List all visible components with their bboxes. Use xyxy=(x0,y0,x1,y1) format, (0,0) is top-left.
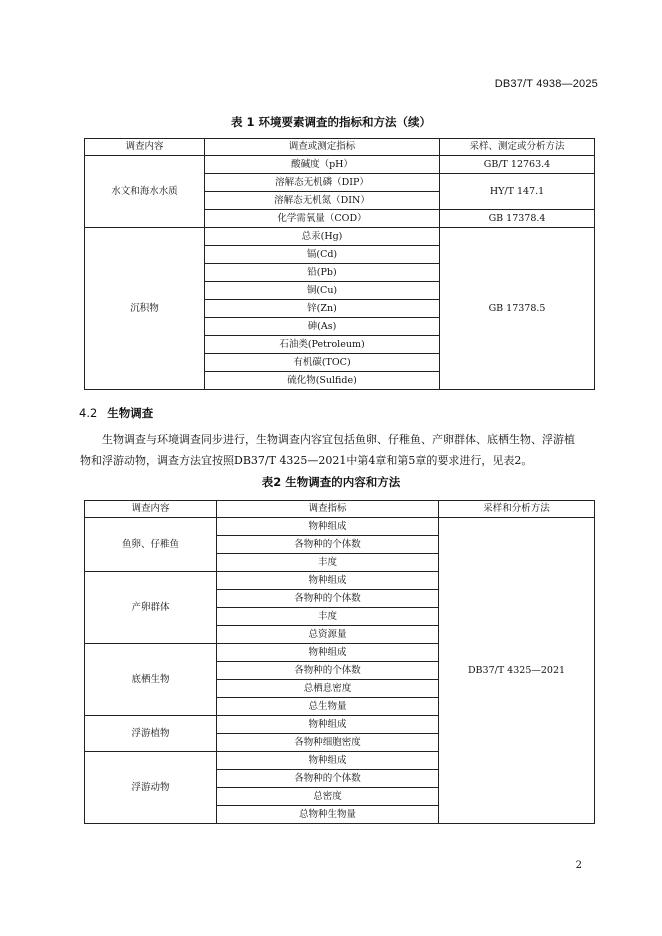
table1-method-cell: GB 17378.5 xyxy=(440,228,595,390)
standard-code: DB37/T 4938—2025 xyxy=(494,78,598,90)
table2-indicator-cell: 丰度 xyxy=(217,554,439,572)
table2-indicator-cell: 各物种的个体数 xyxy=(217,590,439,608)
table1-indicator-cell: 砷(As) xyxy=(205,318,440,336)
table2-content-cell: 浮游动物 xyxy=(85,752,217,824)
table1-caption: 表 1 环境要素调查的指标和方法（续） xyxy=(230,115,431,129)
section-title: 生物调查 xyxy=(107,406,154,420)
table1-method-cell: GB 17378.4 xyxy=(440,210,595,228)
table1-indicator-cell: 化学需氧量（COD） xyxy=(205,210,440,228)
table2-indicator-cell: 总密度 xyxy=(217,788,439,806)
section-heading xyxy=(79,405,153,421)
table2-indicator-cell: 总栖息密度 xyxy=(217,680,439,698)
table1-indicator-cell: 有机碳(TOC) xyxy=(205,354,440,372)
table1-indicator-cell: 铜(Cu) xyxy=(205,282,440,300)
table2-content-cell: 浮游植物 xyxy=(85,716,217,752)
table1-method-cell: GB/T 12763.4 xyxy=(440,156,595,174)
table2-indicator-cell: 各物种的个体数 xyxy=(217,536,439,554)
table2-indicator-cell: 物种组成 xyxy=(217,752,439,770)
table2-indicator-cell: 物种组成 xyxy=(217,644,439,662)
table1-header-row xyxy=(85,139,595,156)
section-number: 4.2 xyxy=(79,406,98,420)
table-row xyxy=(85,228,595,246)
table1-indicator-cell: 总汞(Hg) xyxy=(205,228,440,246)
table2-indicator-cell: 各物种细胞密度 xyxy=(217,734,439,752)
table2-indicator-cell: 总资源量 xyxy=(217,626,439,644)
table1-indicator-cell: 镉(Cd) xyxy=(205,246,440,264)
table2-indicator-cell: 总物种生物量 xyxy=(217,806,439,824)
table-row xyxy=(85,156,595,174)
table2-method-cell: DB37/T 4325—2021 xyxy=(439,518,595,824)
table2-header-content: 调查内容 xyxy=(85,501,217,518)
table2-content-cell: 底栖生物 xyxy=(85,644,217,716)
table2-indicator-cell: 各物种的个体数 xyxy=(217,662,439,680)
table2-indicator-cell: 物种组成 xyxy=(217,716,439,734)
table2 xyxy=(84,500,595,824)
paragraph-line: 物和浮游动物，调查方法宜按照DB37/T 4325—2021中第4章和第5章的要求进行，见表2。 xyxy=(80,454,533,467)
table-row xyxy=(85,518,595,536)
table1-indicator-cell: 酸碱度（pH） xyxy=(205,156,440,174)
table2-indicator-cell: 总生物量 xyxy=(217,698,439,716)
table2-indicator-cell: 丰度 xyxy=(217,608,439,626)
section-paragraph xyxy=(80,429,590,471)
table2-header-indicator: 调查指标 xyxy=(217,501,439,518)
table1-content-cell: 水文和海水水质 xyxy=(85,156,205,228)
table1-indicator-cell: 石油类(Petroleum) xyxy=(205,336,440,354)
table1-indicator-cell: 锌(Zn) xyxy=(205,300,440,318)
table1-header-content: 调查内容 xyxy=(85,139,205,156)
table2-content-cell: 鱼卵、仔稚鱼 xyxy=(85,518,217,572)
table1-indicator-cell: 溶解态无机磷（DIP） xyxy=(205,174,440,192)
table1-indicator-cell: 铅(Pb) xyxy=(205,264,440,282)
table2-header-method: 采样和分析方法 xyxy=(439,501,595,518)
table2-indicator-cell: 物种组成 xyxy=(217,572,439,590)
table2-indicator-cell: 各物种的个体数 xyxy=(217,770,439,788)
page-number: 2 xyxy=(575,860,582,871)
paragraph-line: 生物调查与环境调查同步进行，生物调查内容宜包括鱼卵、仔稚鱼、产卵群体、底栖生物、浮游植 xyxy=(102,433,575,446)
table2-header-row xyxy=(85,501,595,518)
table2-caption: 表2 生物调查的内容和方法 xyxy=(261,475,401,489)
table1-method-cell: HY/T 147.1 xyxy=(440,174,595,210)
table1-indicator-cell: 硫化物(Sulfide) xyxy=(205,372,440,390)
table1-header-indicator: 调查或测定指标 xyxy=(205,139,440,156)
table1-header-method: 采样、测定或分析方法 xyxy=(440,139,595,156)
table1 xyxy=(84,138,595,390)
table1-content-cell: 沉积物 xyxy=(85,228,205,390)
table2-content-cell: 产卵群体 xyxy=(85,572,217,644)
table2-indicator-cell: 物种组成 xyxy=(217,518,439,536)
table1-indicator-cell: 溶解态无机氮（DIN） xyxy=(205,192,440,210)
